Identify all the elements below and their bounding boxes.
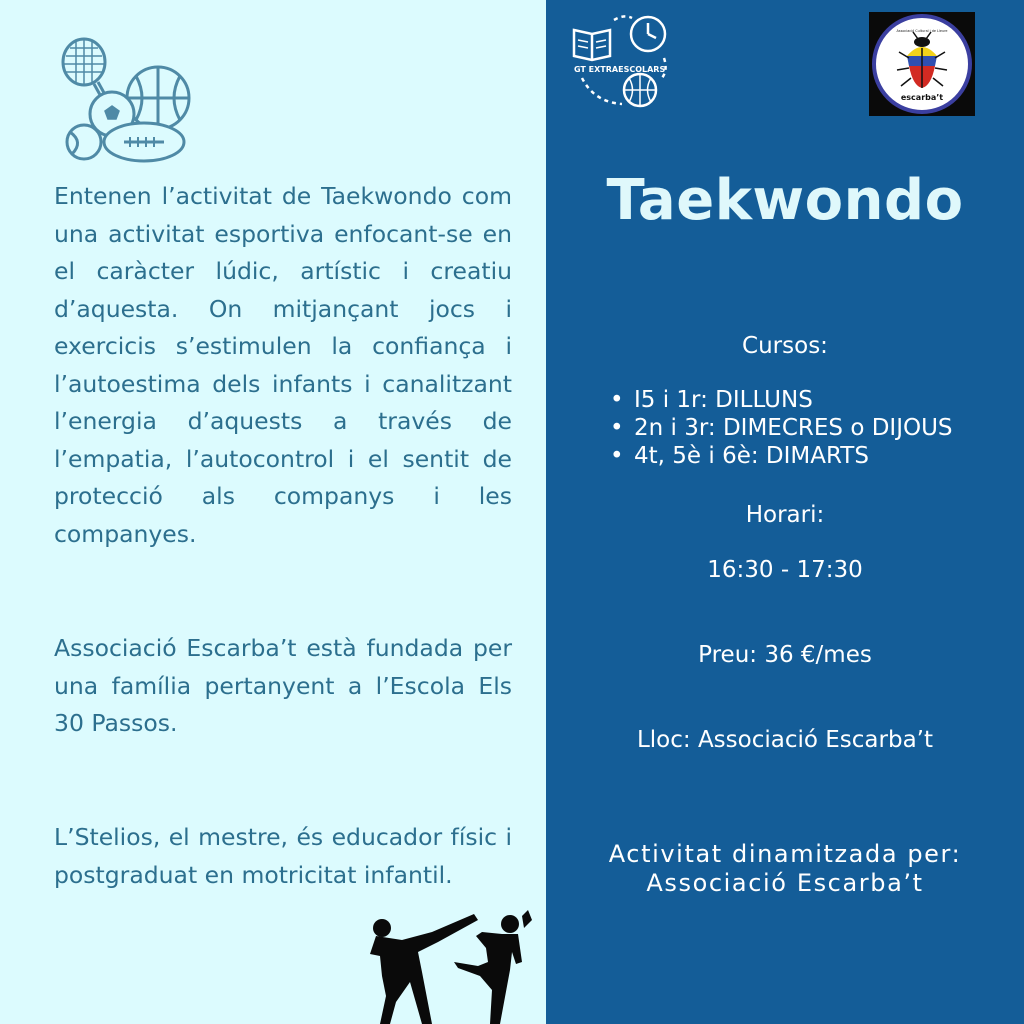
credit-line-organization: Associació Escarba’t	[646, 869, 924, 897]
activity-title: Taekwondo	[606, 168, 964, 233]
sports-balls-icon	[56, 36, 196, 168]
credit-block	[546, 840, 1024, 898]
location: Lloc: Associació Escarba’t	[636, 727, 934, 753]
escarbat-logo-tagline: Associació Cultural i de Lleure	[896, 29, 948, 33]
taekwondo-silhouettes-icon	[362, 906, 538, 1024]
right-panel	[546, 0, 1024, 1024]
course-item: • I5 i 1r: DILLUNS	[610, 386, 953, 414]
escarbat-logo	[869, 12, 975, 116]
course-item: • 2n i 3r: DIMECRES o DIJOUS	[610, 414, 953, 442]
courses-list	[610, 386, 953, 470]
course-item: • 4t, 5è i 6è: DIMARTS	[610, 442, 953, 470]
courses-label: Cursos:	[742, 333, 828, 359]
price: Preu: 36 €/mes	[698, 642, 872, 668]
credit-line-label: Activitat dinamitzada per:	[608, 840, 962, 868]
description-paragraph-association: Associació Escarba’t està fundada per una família pertanyent a l’Escola Els 30 Passos.	[54, 634, 512, 737]
gt-extraescolars-logo	[572, 12, 672, 110]
description-paragraph-teacher: L’Stelios, el mestre, és educador físic i postgraduat en motricitat infantil.	[54, 823, 512, 889]
gt-logo-label: GT EXTRAESCOLARS	[574, 65, 666, 74]
escarbat-logo-name: escarba’t	[900, 93, 944, 102]
schedule-label: Horari:	[745, 502, 825, 528]
description-paragraph-activity: Entenen l’activitat de Taekwondo com una activitat esportiva enfocant-se en el caràcter lúdic, artístic i creatiu d’aquesta. On mitjançant jocs i exercicis s’estimulen la confiança i l’autoestima dels infants i canalitzant l’energia d’aquests a través de l’empatia, l’autocontrol i el sentit de protecció als companys i les companyes.	[54, 182, 512, 548]
schedule-time: 16:30 - 17:30	[707, 557, 863, 583]
